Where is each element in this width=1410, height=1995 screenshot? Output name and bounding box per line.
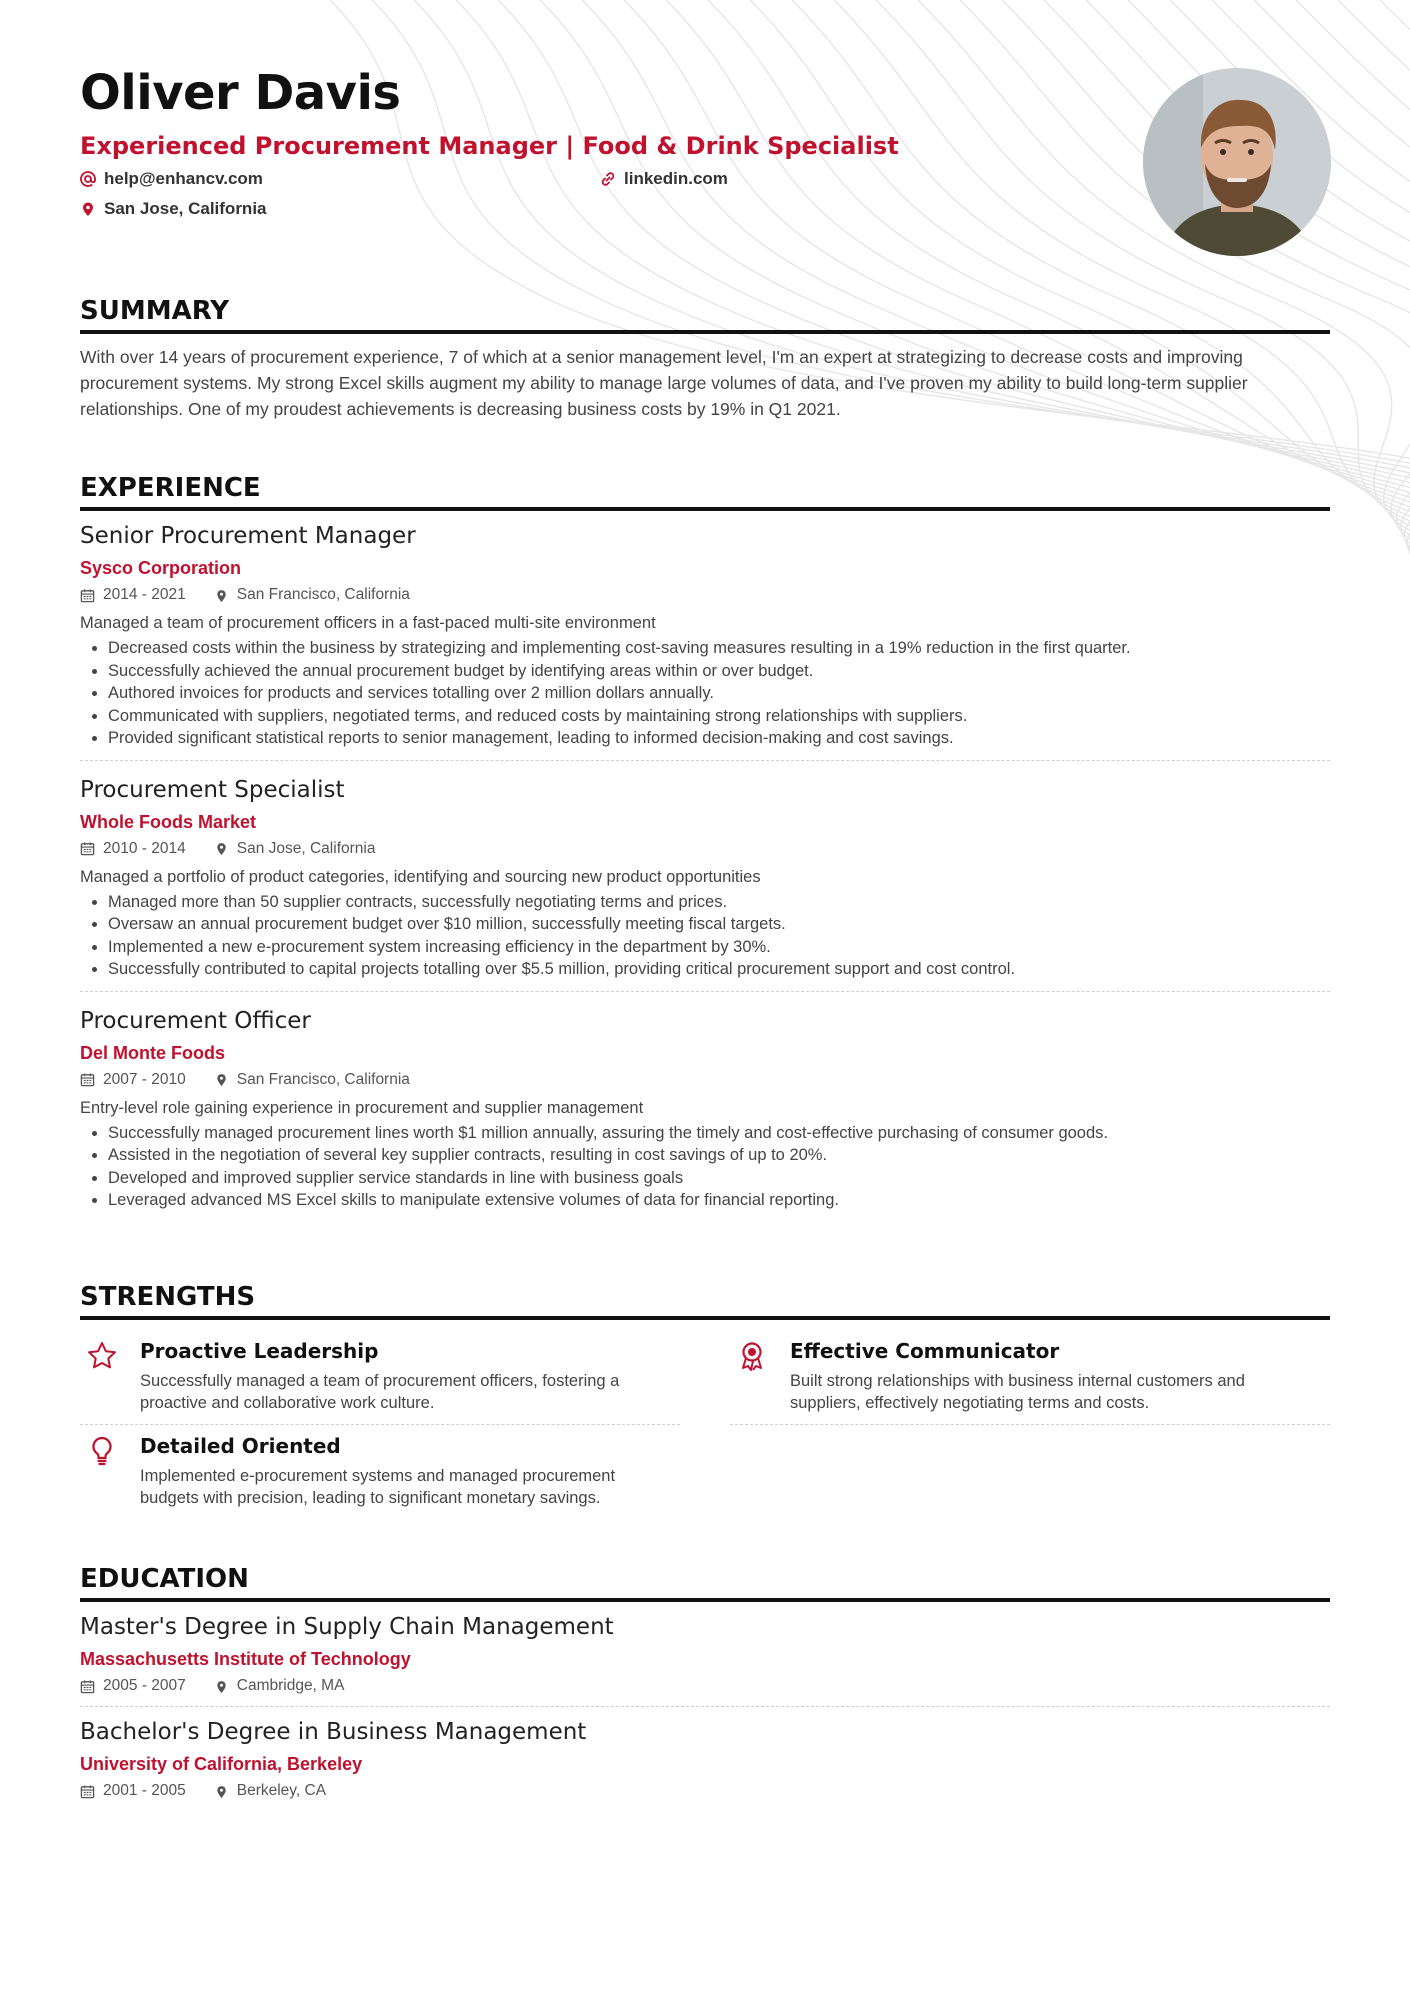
- job-entry: [80, 1004, 1330, 1222]
- job-bullet: • Decreased costs within the business by strategizing and implementing cost-saving measures resulting in a 19% reduction in the first quarter.: [108, 637, 1330, 660]
- calendar-icon: [80, 841, 95, 856]
- strength-text: Implemented e-procurement systems and managed procurement budgets with precision, leading to significant monetary savings.: [140, 1467, 616, 1507]
- summary-section: [80, 294, 1330, 422]
- summary-text: With over 14 years of procurement experience, 7 of which at a senior management level, I'm an expert at strategizing to decrease costs and improving procurement systems. My strong Excel skills augment my ability to manage large volumes of data, and I've proven my ability to build long-term supplier relationships. One of my proudest achievements is decreasing business costs by 19% in Q1 2021.: [80, 347, 1248, 419]
- at-sign-icon: [80, 171, 96, 187]
- job-bullet: • Assisted in the negotiation of several key supplier contracts, resulting in cost savings of up to 20%.: [108, 1144, 1330, 1167]
- education-heading: EDUCATION: [80, 1562, 1330, 1602]
- calendar-icon: [80, 1784, 95, 1799]
- wave-line: [1380, 0, 1410, 560]
- strengths-heading: STRENGTHS: [80, 1280, 1330, 1320]
- degree-title: Bachelor's Degree in Business Management: [80, 1719, 587, 1745]
- job-dates: 2007 - 2010: [103, 1070, 186, 1088]
- strength-item: [730, 1330, 1330, 1425]
- candidate-title: Experienced Procurement Manager | Food & Drink Specialist: [80, 132, 899, 160]
- job-title: Procurement Specialist: [80, 776, 345, 803]
- location-text: San Jose, California: [104, 199, 267, 218]
- company-name: Sysco Corporation: [80, 558, 242, 578]
- job-bullet: • Provided significant statistical reports to senior management, leading to informed decision-making and cost savings.: [108, 727, 1330, 750]
- job-dates: 2014 - 2021: [103, 586, 186, 603]
- experience-section: [80, 471, 1330, 1234]
- email-text[interactable]: help@enhancv.com: [104, 169, 263, 188]
- linkedin-text[interactable]: linkedin.com: [624, 169, 728, 188]
- education-location: Berkeley, CA: [236, 1782, 327, 1799]
- avatar: [1143, 68, 1331, 256]
- job-bullet: • Communicated with suppliers, negotiated terms, and reduced costs by maintaining strong relationships with suppliers.: [108, 705, 1330, 728]
- wave-line: [1338, 0, 1410, 560]
- job-meta: [80, 1068, 1330, 1092]
- degree-title: Master's Degree in Supply Chain Management: [80, 1614, 614, 1640]
- job-bullet: • Managed more than 50 supplier contracts, successfully negotiating terms and prices.: [108, 891, 1330, 914]
- strength-title: Proactive Leadership: [140, 1339, 379, 1363]
- job-bullets: [80, 637, 1330, 750]
- job-entry: [80, 519, 1330, 761]
- email-contact[interactable]: [80, 168, 600, 190]
- strength-item: [80, 1425, 680, 1519]
- job-title: Procurement Officer: [80, 1007, 311, 1034]
- strengths-section: [80, 1280, 1330, 1519]
- job-dates: 2010 - 2014: [103, 839, 186, 857]
- candidate-name: Oliver Davis: [80, 65, 401, 121]
- map-pin-icon: [214, 588, 229, 603]
- resume-header: [80, 60, 1330, 220]
- education-meta: [80, 1779, 1330, 1803]
- job-meta: [80, 583, 1330, 607]
- map-pin-icon: [214, 1072, 229, 1087]
- strength-title: Detailed Oriented: [140, 1434, 341, 1458]
- contact-info: [80, 168, 1330, 220]
- school-name: University of California, Berkeley: [80, 1754, 363, 1774]
- lightbulb-icon: [86, 1435, 118, 1467]
- education-entry: [80, 1715, 1330, 1811]
- job-bullets: [80, 1122, 1330, 1212]
- job-description: Managed a team of procurement officers in a fast-paced multi-site environment: [80, 614, 656, 632]
- job-location: San Jose, California: [236, 839, 376, 857]
- linkedin-contact[interactable]: [600, 168, 1000, 190]
- location-contact: [80, 198, 600, 220]
- education-entry: [80, 1610, 1330, 1707]
- experience-heading: EXPERIENCE: [80, 471, 1330, 511]
- link-icon: [600, 171, 616, 187]
- job-bullets: [80, 891, 1330, 981]
- job-bullet: • Oversaw an annual procurement budget over $10 million, successfully meeting fiscal targets.: [108, 913, 1330, 936]
- education-dates: 2001 - 2005: [103, 1782, 186, 1799]
- strengths-grid: [80, 1330, 1330, 1519]
- job-bullet: • Authored invoices for products and services totalling over 2 million dollars annually.: [108, 682, 1330, 705]
- school-name: Massachusetts Institute of Technology: [80, 1649, 411, 1669]
- education-meta: [80, 1674, 1330, 1698]
- job-bullet: • Developed and improved supplier service standards in line with business goals: [108, 1167, 1330, 1190]
- job-bullet: • Implemented a new e-procurement system increasing efficiency in the department by 30%.: [108, 936, 1330, 959]
- job-location: San Francisco, California: [236, 1070, 410, 1088]
- award-ribbon-icon: [736, 1340, 768, 1372]
- job-bullet: • Successfully managed procurement lines worth $1 million annually, assuring the timely and cost-effective purchasing of consumer goods.: [108, 1122, 1330, 1145]
- strength-text: Built strong relationships with business internal customers and suppliers, effectively negotiating terms and costs.: [790, 1372, 1245, 1412]
- strength-item: [80, 1330, 680, 1425]
- calendar-icon: [80, 1072, 95, 1087]
- calendar-icon: [80, 1679, 95, 1694]
- job-entry: [80, 773, 1330, 992]
- job-location: San Francisco, California: [236, 586, 410, 603]
- map-pin-icon: [214, 841, 229, 856]
- job-title: Senior Procurement Manager: [80, 523, 416, 549]
- strength-title: Effective Communicator: [790, 1339, 1060, 1363]
- job-description: Managed a portfolio of product categories, identifying and sourcing new product opportunities: [80, 867, 761, 886]
- company-name: Whole Foods Market: [80, 811, 257, 832]
- job-bullet: • Successfully contributed to capital projects totalling over $5.5 million, providing critical procurement support and cost control.: [108, 958, 1330, 981]
- education-dates: 2005 - 2007: [103, 1677, 186, 1694]
- education-section: [80, 1562, 1330, 1815]
- company-name: Del Monte Foods: [80, 1042, 225, 1063]
- profile-photo: [1143, 68, 1331, 256]
- education-location: Cambridge, MA: [236, 1677, 345, 1694]
- job-bullet: • Successfully achieved the annual procurement budget by identifying areas within or over budget.: [108, 660, 1330, 683]
- job-bullet: • Leveraged advanced MS Excel skills to manipulate extensive volumes of data for financial reporting.: [108, 1189, 1330, 1212]
- star-icon: [86, 1340, 118, 1372]
- map-pin-icon: [214, 1784, 229, 1799]
- strength-text: Successfully managed a team of procurement officers, fostering a proactive and collaborative work culture.: [140, 1372, 620, 1412]
- map-pin-icon: [214, 1679, 229, 1694]
- job-description: Entry-level role gaining experience in procurement and supplier management: [80, 1098, 644, 1117]
- summary-heading: SUMMARY: [80, 294, 1330, 334]
- job-meta: [80, 837, 1330, 861]
- map-pin-icon: [80, 201, 96, 217]
- calendar-icon: [80, 588, 95, 603]
